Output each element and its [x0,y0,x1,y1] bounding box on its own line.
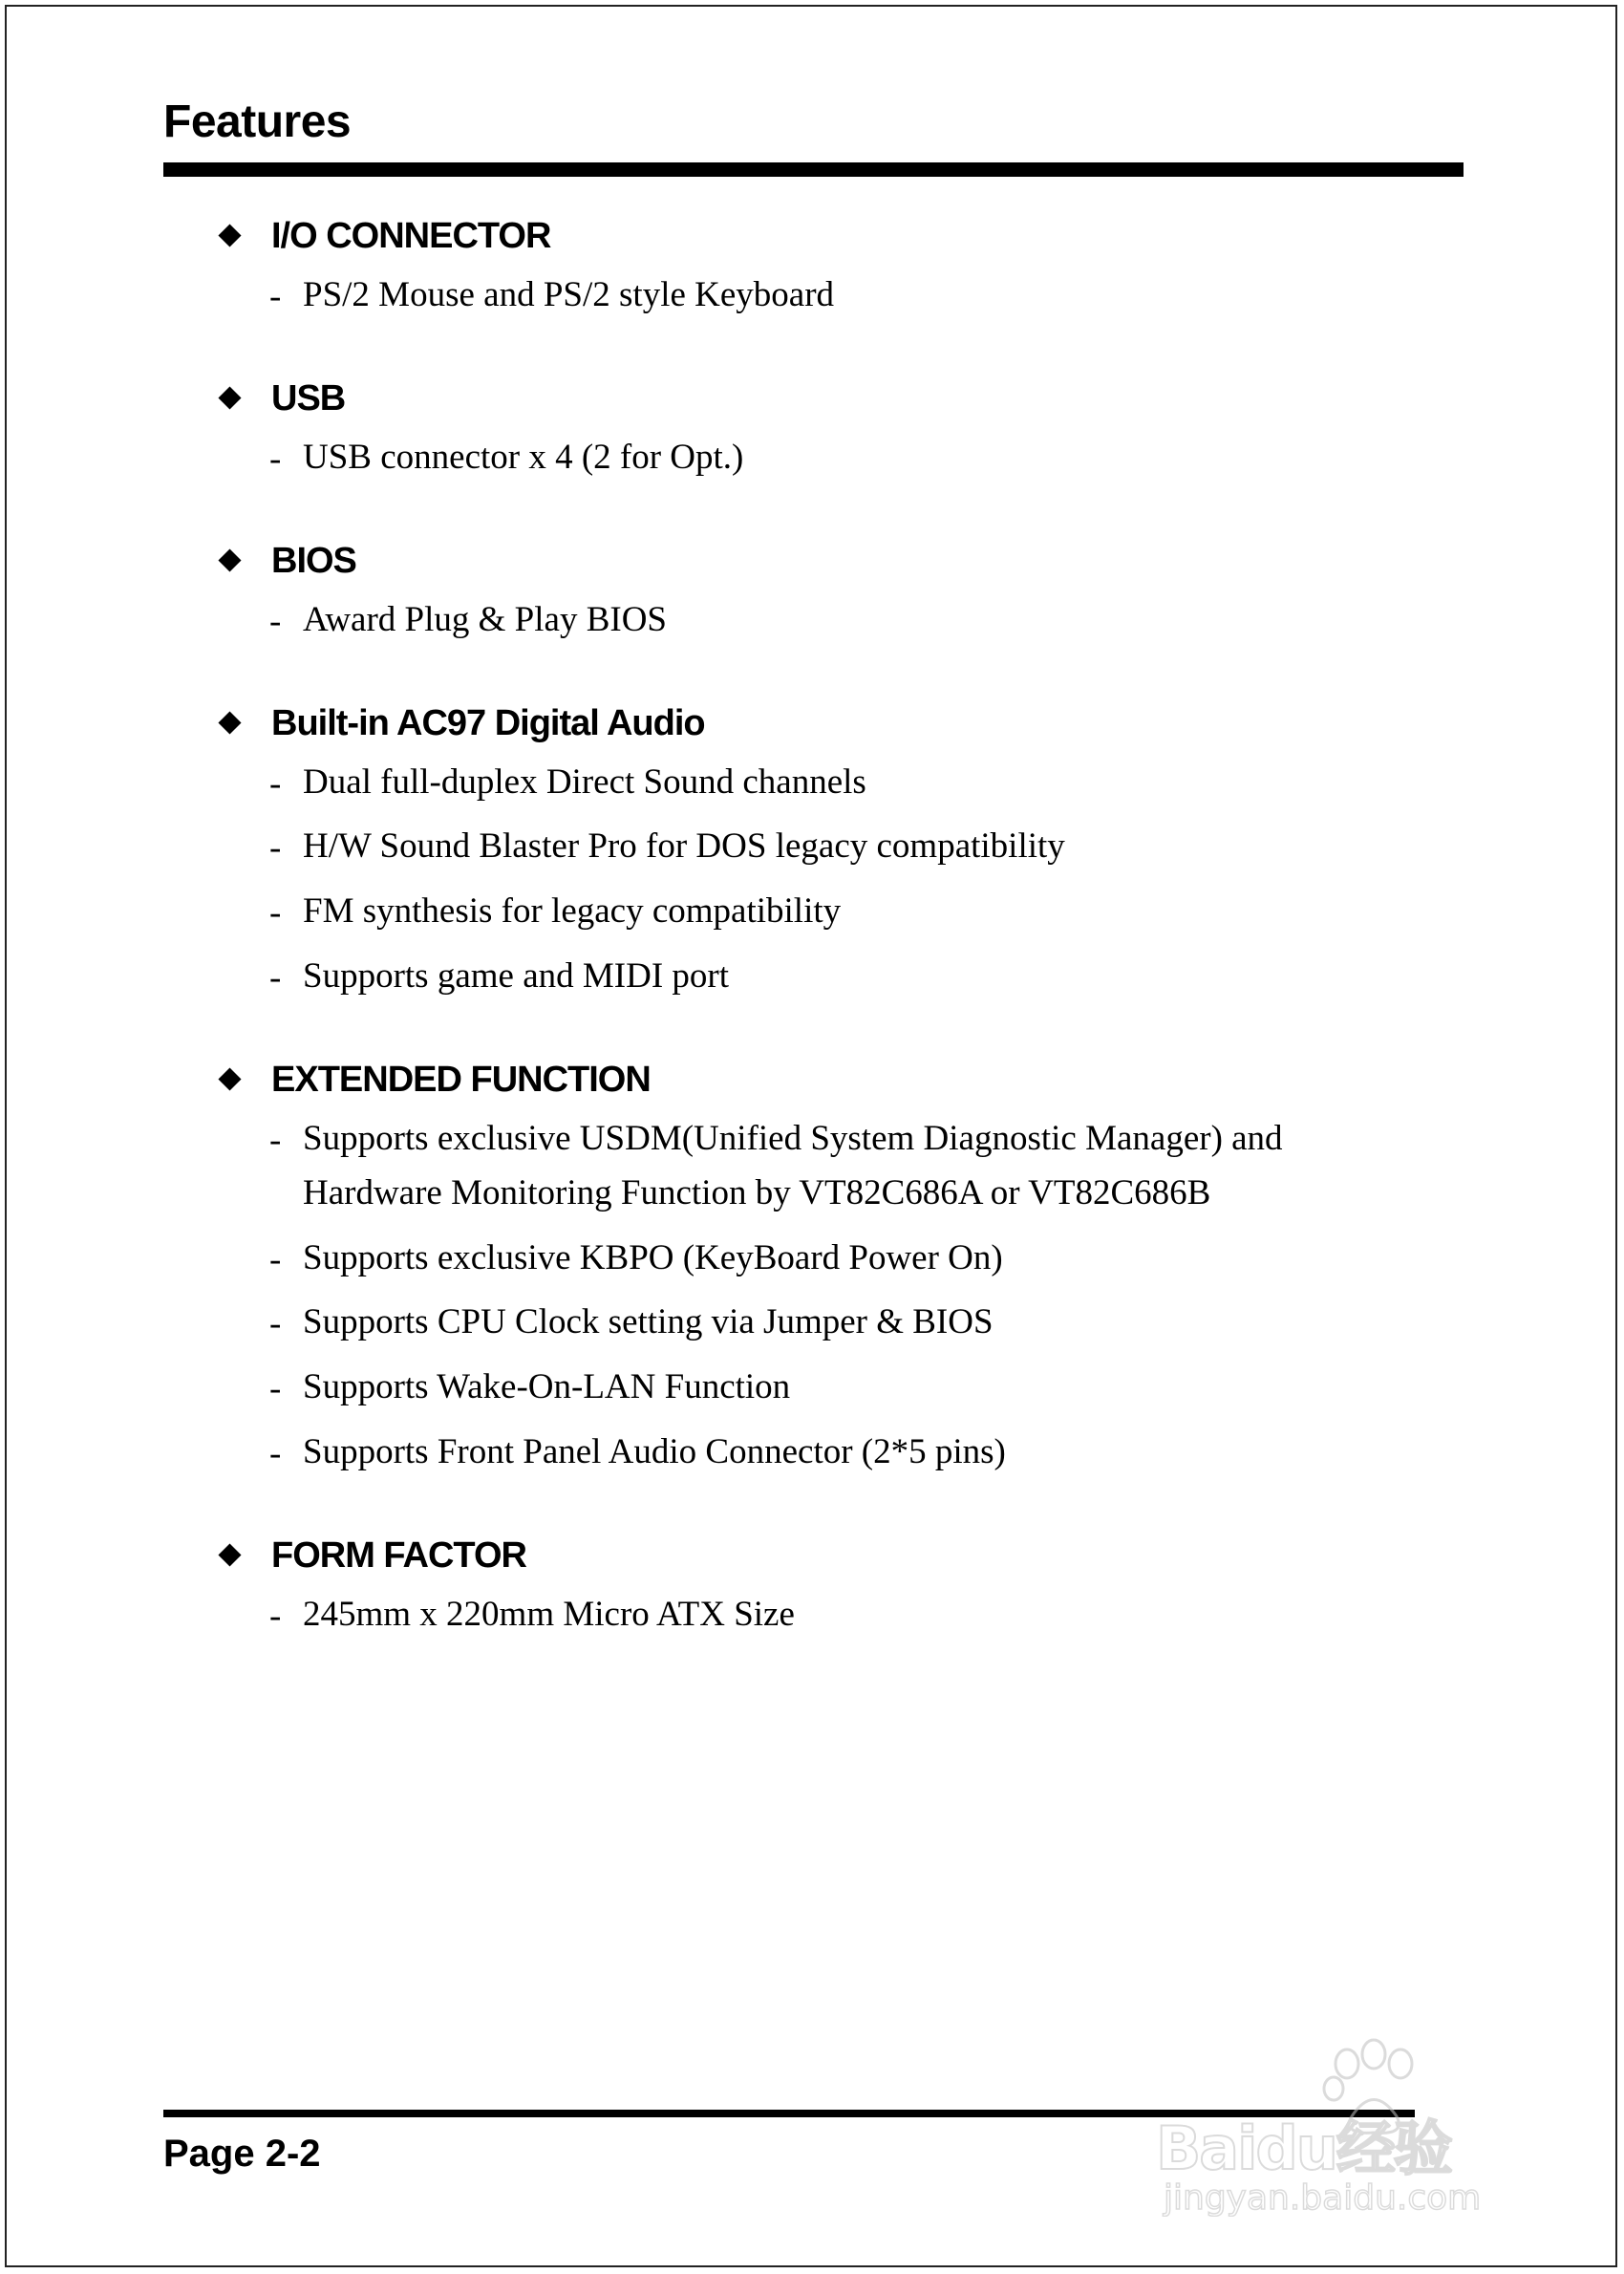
header-rule [163,162,1464,177]
list-item-text: USB connector x 4 (2 for Opt.) [303,438,744,477]
section-title: FORM FACTOR [271,1535,526,1576]
list-item-text: 245mm x 220mm Micro ATX Size [303,1595,795,1634]
list-item-text: Dual full-duplex Direct Sound channels [303,762,866,802]
section-title: I/O CONNECTOR [271,216,551,256]
list-item-text: Supports exclusive KBPO (KeyBoard Power On) [303,1238,1003,1277]
watermark-brand: Baidu经验 [1156,2113,1451,2183]
list-item-text: Supports Wake-On-LAN Function [303,1367,791,1406]
list-item-text: Supports CPU Clock setting via Jumper & BIOS [303,1302,994,1341]
section-title: Built-in AC97 Digital Audio [271,703,705,743]
list-item-text: Supports game and MIDI port [303,956,729,996]
list-item-text: Award Plug & Play BIOS [303,600,668,639]
list-item-text: H/W Sound Blaster Pro for DOS legacy compatibility [303,826,1065,866]
list-item-text: Hardware Monitoring Function by VT82C686A or VT82C686B [303,1173,1211,1212]
list-item-text: Supports Front Panel Audio Connector (2*5 pins) [303,1432,1006,1471]
watermark-url: jingyan.baidu.com [1164,2178,1482,2217]
page-title: Features [163,97,352,147]
list-item-text: Supports exclusive USDM(Unified System Diagnostic Manager) and [303,1119,1283,1158]
section-title: USB [271,378,346,418]
list-item-text: PS/2 Mouse and PS/2 style Keyboard [303,275,835,314]
baidu-jingyan-watermark [1156,2026,1557,2217]
list-item-text: FM synthesis for legacy compatibility [303,891,842,931]
page-number: Page 2-2 [163,2133,321,2175]
section-title: BIOS [271,541,356,581]
section-title: EXTENDED FUNCTION [271,1060,651,1100]
